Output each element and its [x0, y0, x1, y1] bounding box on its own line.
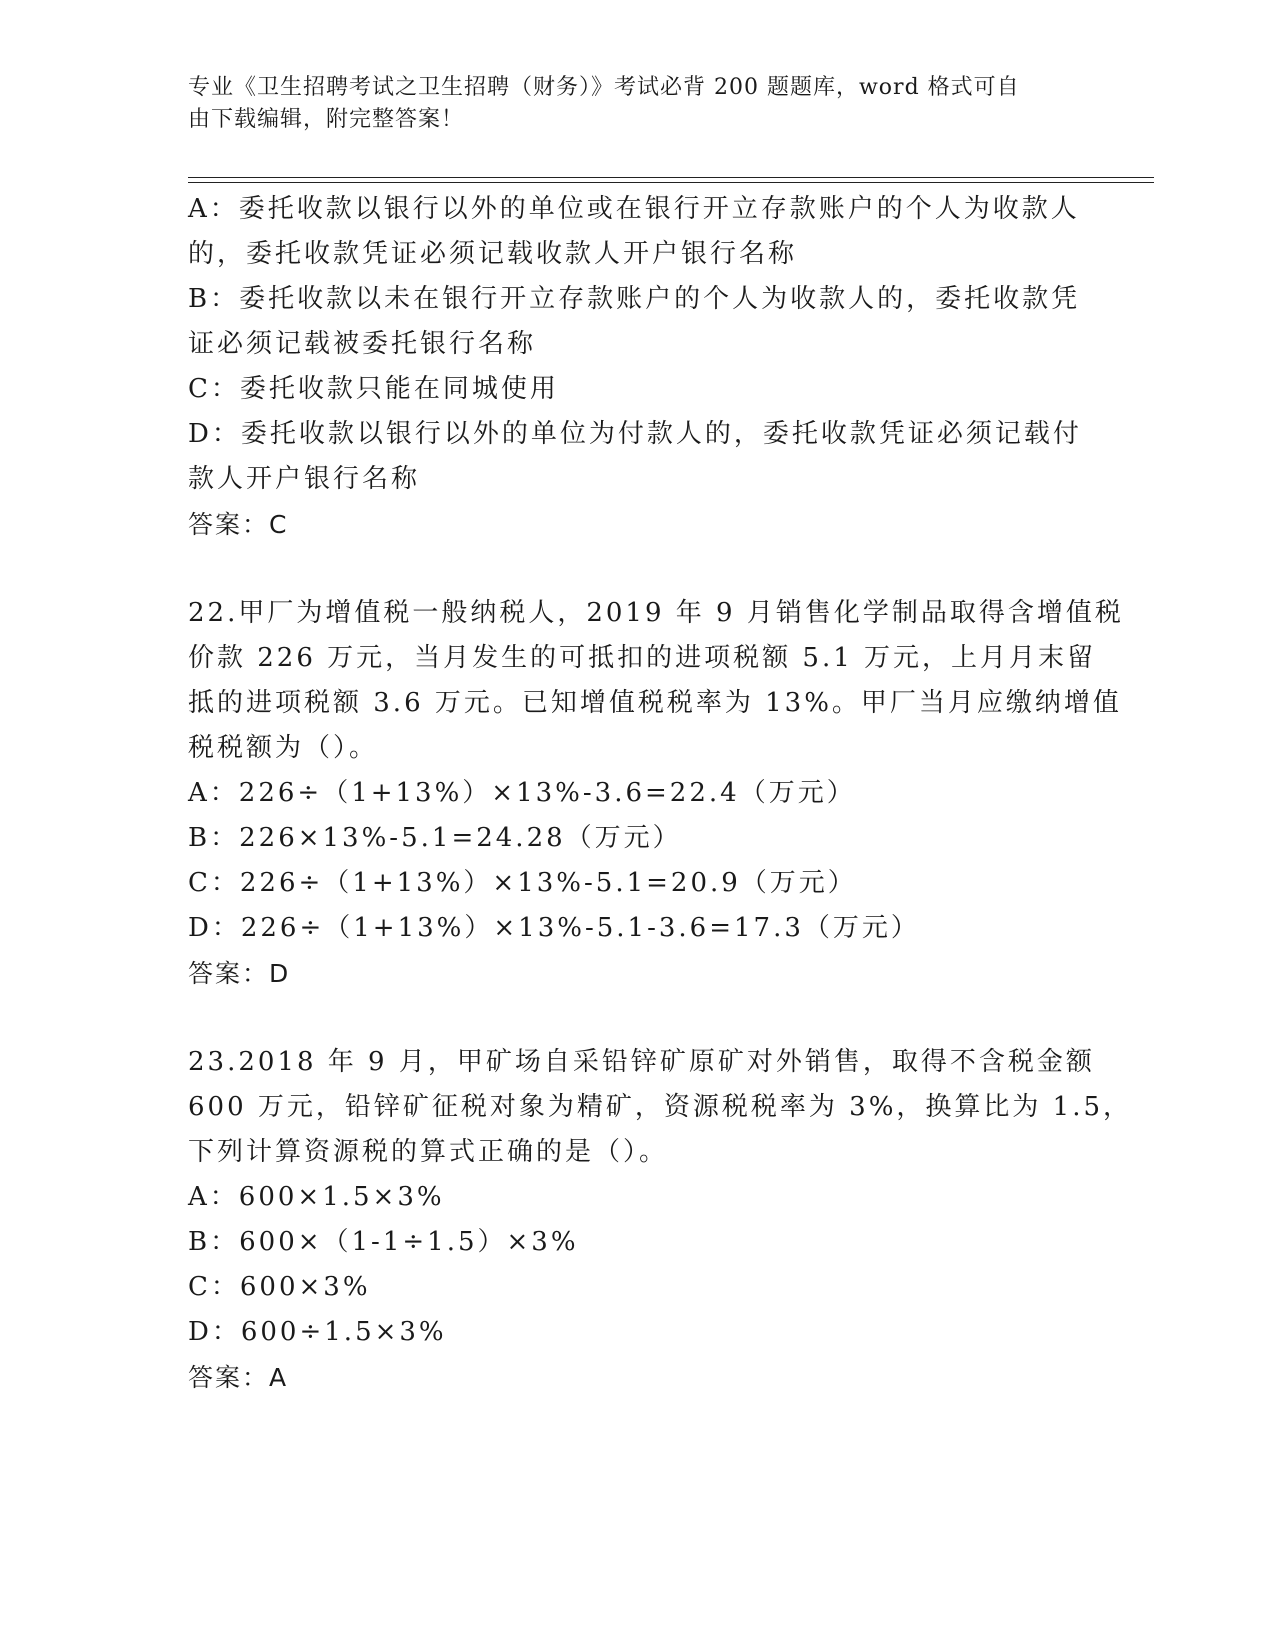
q21-option-a-line-1: A：委托收款以银行以外的单位或在银行开立存款账户的个人为收款人: [188, 194, 1080, 224]
q22-stem-line-4: 税税额为（）。: [188, 733, 379, 763]
document-header: [188, 72, 1058, 136]
q22-option-a: A：226÷（1+13%）×13%-3.6=22.4（万元）: [188, 778, 856, 808]
q23-stem-line-3: 下列计算资源税的算式正确的是（）。: [188, 1137, 669, 1167]
q22-stem-line-3: 抵的进项税额 3.6 万元。已知增值税税率为 13%。甲厂当月应缴纳增值: [188, 688, 1122, 718]
question-content: [188, 187, 1133, 1400]
q22-option-d: D：226÷（1+13%）×13%-5.1-3.6=17.3（万元）: [188, 913, 920, 943]
header-divider-bottom: [188, 182, 1154, 183]
q23-option-a: A：600×1.5×3%: [188, 1182, 445, 1212]
q22-option-b: B：226×13%-5.1=24.28（万元）: [188, 823, 682, 853]
q21-option-d-line-1: D：委托收款以银行以外的单位为付款人的，委托收款凭证必须记载付: [188, 419, 1082, 449]
q23-option-c: C：600×3%: [188, 1272, 371, 1302]
q21-answer: 答案：C: [188, 510, 289, 539]
q21-option-a-line-2: 的，委托收款凭证必须记载收款人开户银行名称: [188, 239, 798, 269]
question-23: [188, 1040, 1133, 1400]
question-spacer: [188, 996, 1088, 1040]
q22-stem-line-1: 22.甲厂为增值税一般纳税人，2019 年 9 月销售化学制品取得含增值税: [188, 598, 1124, 628]
header-divider-top: [188, 177, 1154, 178]
q21-option-b-line-1: B：委托收款以未在银行开立存款账户的个人为收款人的，委托收款凭: [188, 284, 1081, 314]
q23-option-b: B：600×（1-1÷1.5）×3%: [188, 1227, 579, 1257]
question-21: [188, 187, 1088, 547]
q23-option-d: D：600÷1.5×3%: [188, 1317, 447, 1347]
q22-answer: 答案：D: [188, 959, 291, 988]
question-22: [188, 591, 1124, 996]
header-line-1: 专业《卫生招聘考试之卫生招聘（财务）》考试必背 200 题题库，word 格式可自: [188, 75, 1020, 100]
q21-option-c: C：委托收款只能在同城使用: [188, 374, 559, 404]
q23-stem-line-1: 23.2018 年 9 月，甲矿场自采铅锌矿原矿对外销售，取得不含税金额: [188, 1047, 1095, 1077]
q21-option-d-line-2: 款人开户银行名称: [188, 464, 421, 494]
q22-stem-line-2: 价款 226 万元，当月发生的可抵扣的进项税额 5.1 万元，上月月末留: [188, 643, 1097, 673]
q22-option-c: C：226÷（1+13%）×13%-5.1=20.9（万元）: [188, 868, 857, 898]
q23-answer: 答案：A: [188, 1363, 289, 1392]
q21-option-b-line-2: 证必须记载被委托银行名称: [188, 329, 537, 359]
header-line-2: 由下载编辑，附完整答案！: [188, 107, 465, 132]
question-spacer: [188, 547, 1088, 591]
q23-stem-line-2: 600 万元，铅锌矿征税对象为精矿，资源税税率为 3%，换算比为 1.5，: [188, 1092, 1133, 1122]
